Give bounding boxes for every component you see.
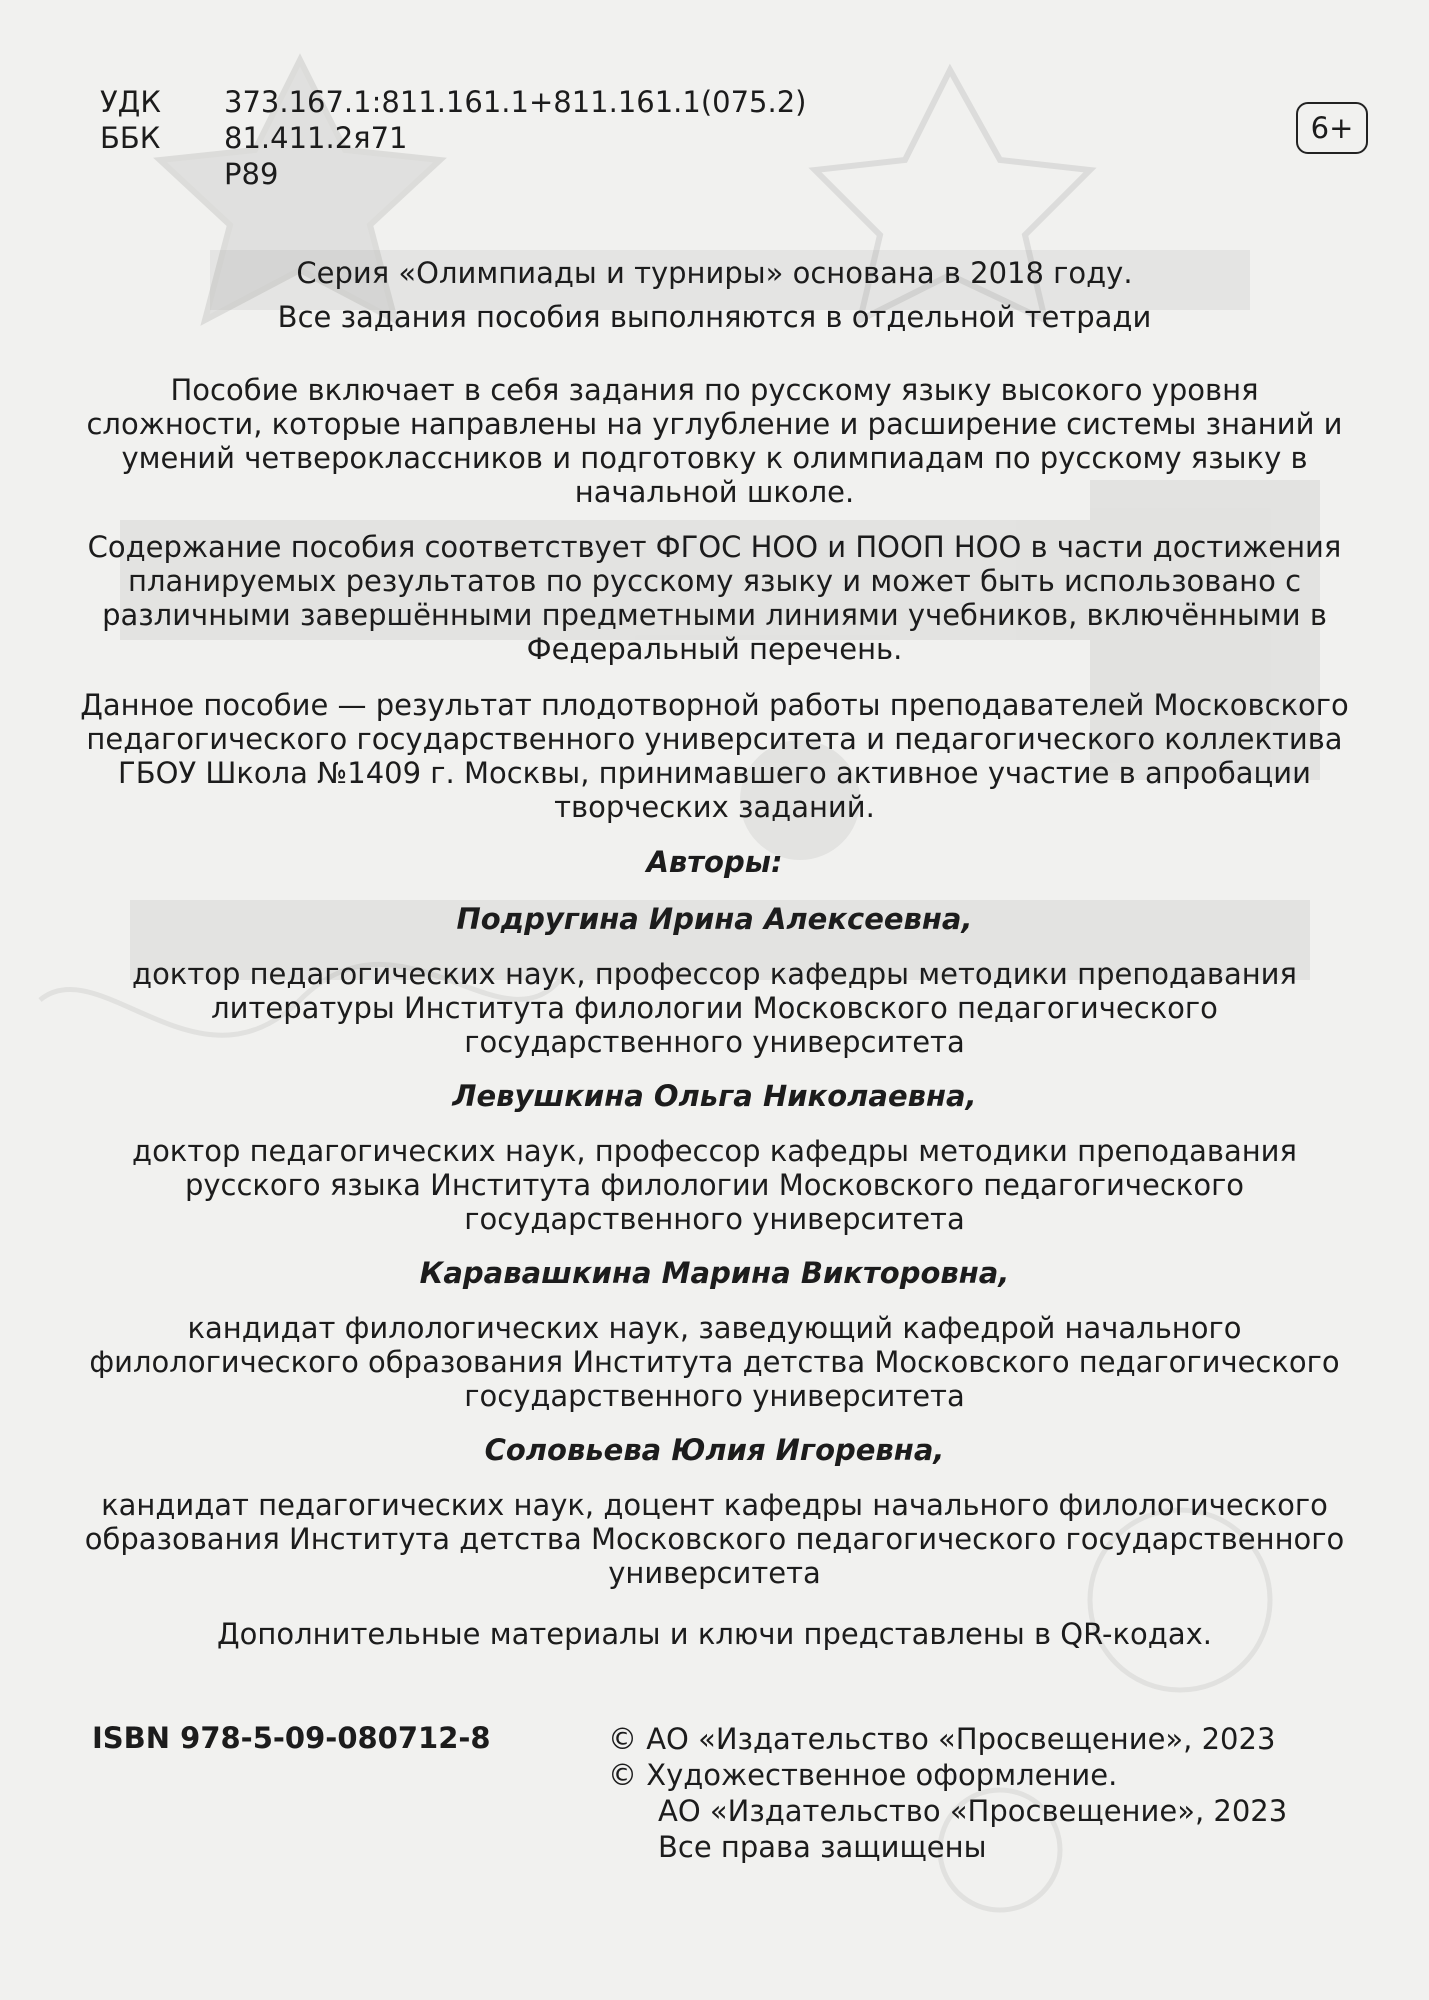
age-rating-badge: 6+ bbox=[1296, 102, 1368, 154]
udk-value: 373.167.1:811.161.1+811.161.1(075.2) bbox=[224, 85, 807, 119]
copyright-block bbox=[608, 1721, 1287, 1865]
copyright-line: АО «Издательство «Просвещение», 2023 bbox=[658, 1794, 1288, 1828]
udk-row bbox=[100, 84, 807, 120]
author-name: Соловьева Юлия Игоревна, bbox=[484, 1433, 945, 1467]
author-sign-spacer bbox=[100, 156, 224, 192]
author-name: Левушкина Ольга Николаевна, bbox=[452, 1079, 977, 1113]
copyright-line: © АО «Издательство «Просвещение», 2023 bbox=[608, 1722, 1276, 1756]
rights-reserved: Все права защищены bbox=[658, 1830, 987, 1864]
series-note: Все задания пособия выполняются в отдельной тетради bbox=[277, 300, 1152, 334]
description-paragraph: Пособие включает в себя задания по русскому языку высокого уровня сложности, которые направлены на углубление и расширение системы знаний и умений четвероклассников и подготовку к олимпиадам по русскому языку в начальной школе. bbox=[86, 373, 1343, 509]
copyright-line: © Художественное оформление. bbox=[608, 1758, 1118, 1792]
bbk-value: 81.411.2я71 bbox=[224, 121, 408, 155]
author-title: кандидат филологических наук, заведующий кафедрой начального филологического образования Института детства Московского педагогического государственного университета bbox=[89, 1311, 1340, 1413]
bbk-label: ББК bbox=[100, 121, 161, 155]
authors-heading: Авторы: bbox=[646, 845, 783, 879]
isbn: ISBN 978-5-09-080712-8 bbox=[92, 1721, 491, 1755]
author-title: доктор педагогических наук, профессор кафедры методики преподавания русского языка Института филологии Московского педагогического государственного университета bbox=[132, 1134, 1297, 1236]
author-name: Подругина Ирина Алексеевна, bbox=[456, 902, 973, 936]
standards-paragraph: Содержание пособия соответствует ФГОС НОО и ПООП НОО в части достижения планируемых результатов по русскому языку и может быть использовано с различными завершёнными предметными линиями учебников, включёнными в Федеральный перечень. bbox=[87, 530, 1342, 666]
classification-codes bbox=[100, 84, 807, 192]
series-line: Серия «Олимпиады и турниры» основана в 2018 году. bbox=[296, 256, 1133, 290]
origin-paragraph: Данное пособие — результат плодотворной работы преподавателей Московского педагогического государственного университета и педагогического коллектива ГБОУ Школа №1409 г. Москвы, принимавшего активное участие в апробации творческих заданий. bbox=[80, 688, 1349, 824]
udk-label: УДК bbox=[100, 85, 161, 119]
author-sign: Р89 bbox=[224, 157, 279, 191]
author-title: доктор педагогических наук, профессор кафедры методики преподавания литературы Института филологии Московского педагогического государственного университета bbox=[132, 957, 1297, 1059]
author-title: кандидат педагогических наук, доцент кафедры начального филологического образования Института детства Московского педагогического государственного университета bbox=[84, 1488, 1345, 1590]
author-name: Каравашкина Марина Викторовна, bbox=[419, 1256, 1010, 1290]
extra-materials-note: Дополнительные материалы и ключи представлены в QR-кодах. bbox=[217, 1617, 1212, 1651]
author-sign-row bbox=[100, 156, 807, 192]
bbk-row bbox=[100, 120, 807, 156]
